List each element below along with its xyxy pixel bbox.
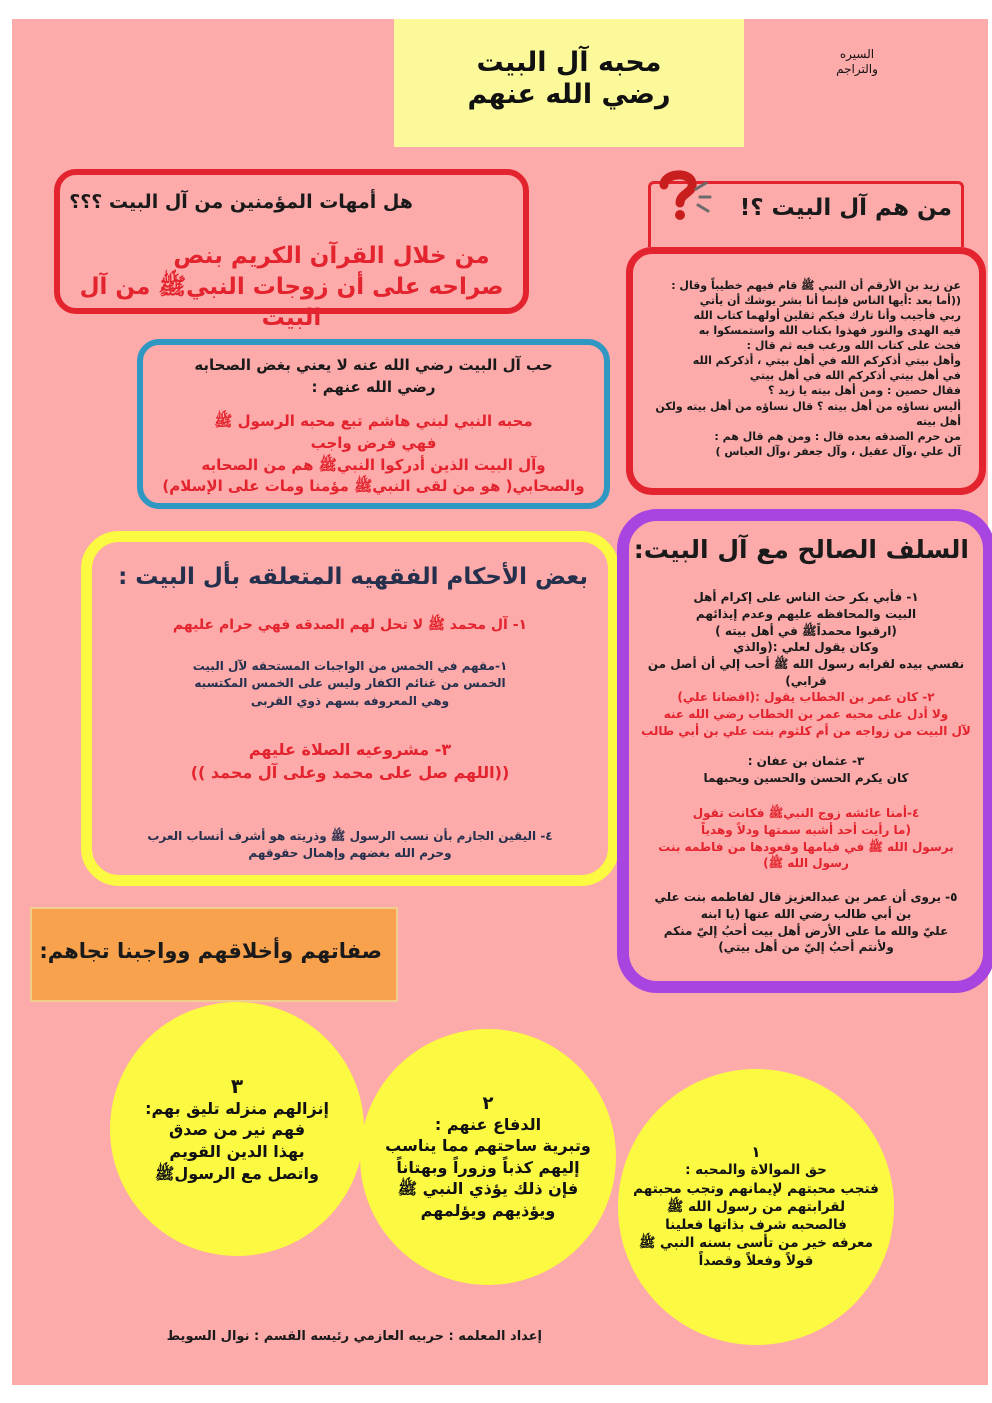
love-line-5: وآل البيت الذين أدركوا النبيﷺ هم من الصحابه <box>201 455 546 474</box>
circle-3-line: واتصل مع الرسولﷺ <box>155 1163 319 1183</box>
category-line-2: والتراجم <box>836 62 878 76</box>
mothers-question: هل أمهات المؤمنين من آل البيت ؟؟؟ <box>69 191 413 213</box>
circle-3-line: بهذا الدين القويم <box>169 1142 305 1161</box>
mothers-answer-line-2: صراحه على أن زوجات النبيﷺ من آل البيت <box>79 274 504 332</box>
ruling-2-line-1: ١-مقهم في الخمس من الواجبات المستحقه لآل البيت <box>192 659 508 673</box>
circle-1-line: قولاً وفعلاً وقصداً <box>698 1253 814 1270</box>
ruling-3-line-2: ((اللهم صل على محمد وعلى آل محمد )) <box>190 763 510 783</box>
salaf-heading: السلف الصالح مع آل البيت: <box>633 535 969 564</box>
love-intro <box>143 355 604 399</box>
duties-label-box <box>30 907 398 1002</box>
question-mark-icon <box>652 167 714 223</box>
who-line: آل علي ،وآل عقيل ، وآل جعفر ،وآل العباس ) <box>715 444 961 458</box>
mothers-answer-line-1: من خلال القرآن الكريم بنص <box>173 243 490 269</box>
salaf-line: ٥- يروى أن عمر بن عبدالعزيز قال لفاطمه بنت علي <box>654 890 958 904</box>
rulings-box <box>81 531 619 886</box>
page-background <box>12 19 988 1385</box>
salaf-box <box>617 509 992 993</box>
who-line: وأهل بيتي أذكركم الله في أهل بيتي ، أذكركم الله <box>692 354 961 368</box>
mothers-answer <box>60 241 523 334</box>
ruling-2 <box>92 658 608 710</box>
title-box <box>394 19 744 147</box>
salaf-line: ولا أدل على محبه عمر بن الخطاب رضي الله عنه <box>663 706 949 721</box>
love-line-2: رضي الله عنهم : <box>311 377 436 396</box>
circle-1 <box>618 1069 894 1345</box>
who-line: ربي فأجيب وأنا تارك فيكم ثقلين أولهما كتاب الله <box>693 309 961 323</box>
ruling-3 <box>92 738 608 784</box>
salaf-line: ٤-أمنا عائشه زوج النبيﷺ فكانت تقول <box>692 806 920 820</box>
circle-1-line: معرفه خير من تأسى بسنه النبي ﷺ <box>638 1235 873 1252</box>
who-heading: من هم آل البيت ؟! <box>739 195 952 221</box>
salaf-item-5 <box>633 889 979 956</box>
love-body <box>143 411 604 498</box>
circle-2-line: وتبرية ساحتهم مما يناسب <box>385 1136 591 1156</box>
rulings-heading: بعض الأحكام الفقهيه المتعلقه بأل البيت : <box>118 564 588 590</box>
circle-2-line: فإن ذلك يؤذي النبي ﷺ <box>397 1179 579 1199</box>
salaf-item-4 <box>633 805 979 872</box>
circle-1-line: فالصحبه شرف بذاتها فعلينا <box>665 1217 847 1233</box>
title-line-2: رضي الله عنهم <box>467 79 671 111</box>
category-line-1: السيره <box>839 47 875 61</box>
salaf-line: ٢- كان عمر بن الخطاب يقول :(اقضانا علي) <box>677 690 935 704</box>
salaf-line: رسول الله ﷺ) <box>763 856 849 871</box>
who-box <box>626 247 986 495</box>
circle-2-line: الدفاع عنهم : <box>434 1114 542 1134</box>
salaf-line: لآل البيت من زواجه من أم كلثوم بنت علي بن أبي طالب <box>641 723 971 738</box>
salaf-line: عليّ والله ما على الأرض أهل بيت أحبُ إليّ منكم <box>663 923 949 938</box>
circle-3-line: فهم نير من صدق <box>168 1120 306 1140</box>
salaf-line: برسول الله ﷺ في قيامها وقعودها من فاطمه بنت <box>658 839 954 854</box>
salaf-item-3 <box>633 753 979 787</box>
love-line-4: فهي فرض واجب <box>310 433 437 452</box>
mothers-box <box>54 169 529 332</box>
salaf-line: بن أبي طالب رضي الله عنها (يا ابنه <box>700 906 912 921</box>
circle-2-number: ٢ <box>482 1092 494 1114</box>
ruling-4-line-1: ٤- اليقين الجازم بأن نسب الرسول ﷺ وذريته هو أشرف أنساب العرب <box>147 829 553 843</box>
love-line-3: محبه النبي لبني هاشم تبع محبه الرسول ﷺ <box>214 412 533 430</box>
ruling-3-line-1: ٣- مشروعيه الصلاة عليهم <box>248 740 452 759</box>
who-line: فيه الهدى والنور فهذوا بكتاب الله واستمسكوا به <box>698 324 961 338</box>
ruling-1: ١- آل محمد ﷺ لا تحل لهم الصدقه فهي حرام عليهم <box>172 617 528 633</box>
salaf-line: نفسي بيده لقرابه رسول الله ﷺ أحب إلي أن أصل من قرابي) <box>647 657 965 688</box>
love-line-1: حب آل البيت رضي الله عنه لا يعني بغض الصحابه <box>194 356 553 374</box>
salaf-line: كان يكرم الحسن والحسين ويحبهما <box>703 770 909 785</box>
salaf-line: وكان يقول لعلي :(والذي <box>733 640 879 655</box>
salaf-line: (ما رأيت أحد أشبه سمتها ودلاً وهدياً <box>701 822 911 837</box>
salaf-line: ولأنتم أحبُ إليّ من أهل بيتي) <box>718 940 894 955</box>
circle-2 <box>360 1029 616 1285</box>
salaf-item-2 <box>633 689 979 739</box>
circle-3 <box>110 1002 364 1256</box>
duties-label: صفاتهم وأخلاقهم وواجبنا تجاهم: <box>39 939 382 963</box>
circle-2-line: ويؤذيهم ويؤلمهم <box>420 1200 556 1220</box>
who-line: أليس نساؤه من أهل بيته ؟ قال نساؤه من أهل بيته ولكن أهل بيته <box>655 399 961 428</box>
ruling-4-line-2: وحرم الله بغضهم وإهمال حقوقهم <box>248 846 452 861</box>
salaf-line: ٣- عثمان بن عفان : <box>747 754 865 768</box>
who-hadith <box>647 278 961 459</box>
circle-3-line: إنزالهم منزله تليق بهم: <box>145 1098 329 1118</box>
ruling-4 <box>92 828 608 863</box>
salaf-line: ١- فأبي بكر حث الناس على إكرام أهل <box>693 590 919 604</box>
circle-1-line: فتجب محبتهم لإيمانهم وتجب محبتهم <box>633 1180 879 1197</box>
title-line-1: محبه آل البيت <box>476 47 662 78</box>
circle-1-line: حق الموالاة والمحبه : <box>685 1162 827 1179</box>
ruling-2-line-2: الخمس من غنائم الكفار وليس على الخمس المكتسبه <box>194 676 506 691</box>
salaf-line: (ارقبوا محمداًﷺ في أهل بيته ) <box>715 623 897 638</box>
circle-2-line: إليهم كذباً وزوراً وبهتاناً <box>396 1157 580 1177</box>
footer-credits: إعداد المعلمه : حربيه العازمي رئيسه القسم : نوال السويط <box>166 1329 542 1344</box>
ruling-2-line-3: وهي المعروفه بسهم ذوي القربى <box>250 693 450 708</box>
love-box <box>137 339 610 509</box>
who-line: فقال حصين : ومن أهل بيته يا زيد ؟ <box>768 384 961 398</box>
who-line: في أهل بيتي أذكركم الله في أهل بيتي <box>749 369 961 383</box>
circle-1-number: ١ <box>751 1143 761 1162</box>
category-label <box>812 47 902 77</box>
salaf-item-1 <box>633 589 979 690</box>
who-line: فحث على كتاب الله ورغب فيه ثم قال : <box>746 339 961 353</box>
salaf-line: البيت والمحافظه عليهم وعدم إيذائهم <box>695 606 917 621</box>
love-line-6: والصحابي( هو من لقى النبيﷺ مؤمنا ومات على الإسلام) <box>162 477 585 496</box>
circle-1-line: لقرابتهم من رسول الله ﷺ <box>666 1198 846 1215</box>
who-line: ((أما بعد :أيها الناس فإنما أنا بشر يوشك أن يأتي <box>699 294 961 308</box>
circle-3-number: ٣ <box>230 1073 244 1098</box>
who-line: عن زيد بن الأرقم أن النبي ﷺ قام فيهم خطيباً وقال : <box>671 279 961 292</box>
who-line: من حرم الصدقه بعده قال : ومن هم قال هم : <box>714 429 961 443</box>
